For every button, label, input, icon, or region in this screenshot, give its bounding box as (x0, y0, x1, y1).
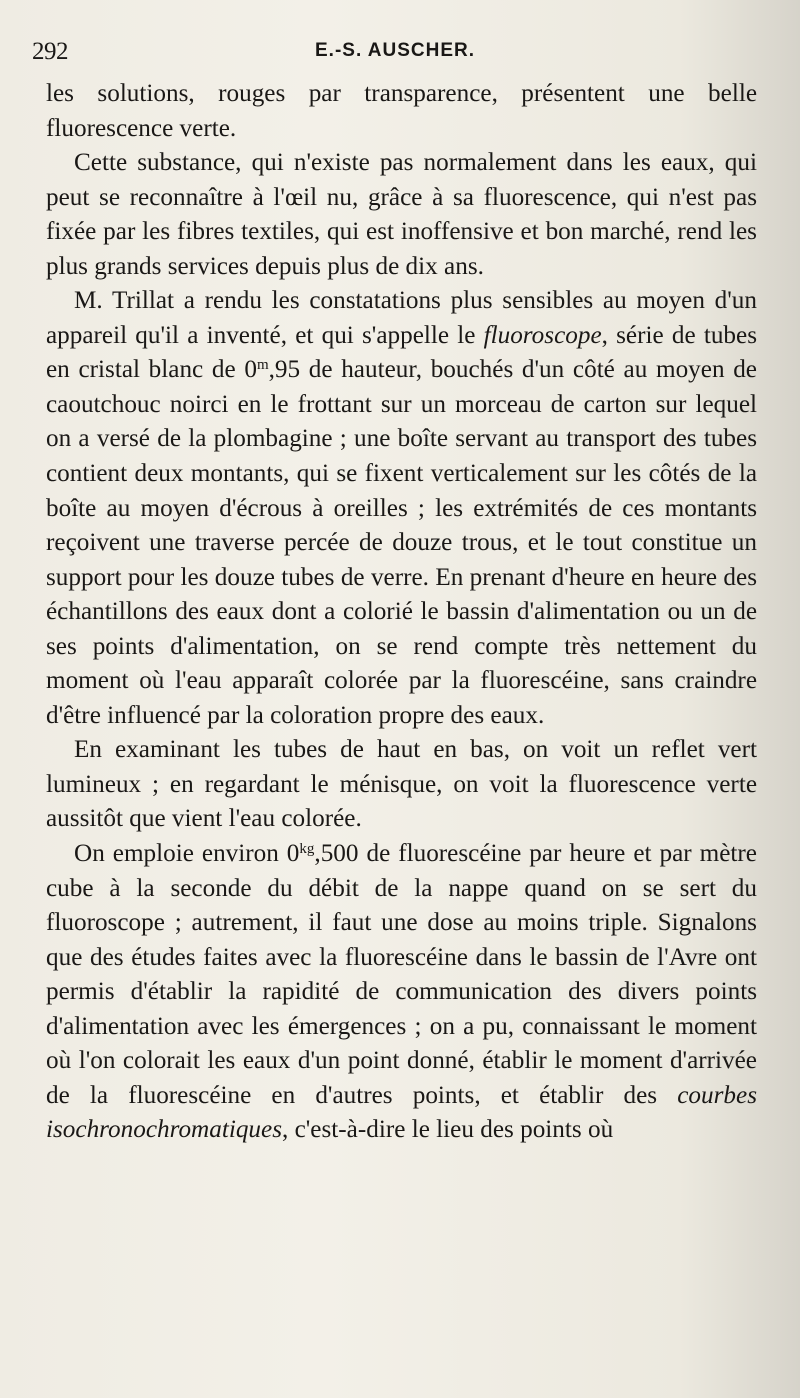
unit-metre-superscript: m (256, 357, 269, 374)
page-body (46, 77, 757, 1148)
page-number: 292 (32, 38, 68, 65)
running-head: E.-S. AUSCHER. (315, 40, 476, 61)
paragraph-5-part-c: , c'est-à-dire le lieu des points où (282, 1116, 614, 1144)
paragraph-3-part-a: M. Trillat a rendu les constatations plus sensibles au moyen d'un appareil qu'il a inventé, et qui s'appelle le (46, 287, 757, 349)
page-header (32, 38, 760, 68)
paragraph-5-part-a: On emploie environ 0 (74, 840, 300, 868)
paragraph-2: Cette substance, qui n'existe pas normalement dans les eaux, qui peut se reconnaître à l'œil nu, grâce à sa fluorescence, qui n'est pas fixée par les fibres textiles, qui est inoffensive et bon marché, rend les plus grands services depuis plus de dix ans. (46, 149, 757, 280)
paragraph-3-part-b: , série de tubes en cristal blanc de 0 (46, 321, 757, 384)
unit-kg-superscript: kg (299, 841, 315, 858)
paragraph-5 (46, 837, 757, 1148)
paragraph-3 (46, 284, 757, 733)
paragraph-1: les solutions, rouges par transparence, présentent une belle fluorescence verte. (46, 80, 757, 142)
paragraph-5-part-b: ,500 de fluorescéine par heure et par mètre cube à la seconde du débit de la nappe quand on se sert du fluoroscope ; autrement, il faut une dose au moins triple. Signalons que des études faites avec la fluorescéine dans le bassin de l'Avre ont permis d'établir la rapidité de communication des divers points d'alimentation avec les émergences ; on a pu, connaissant le moment où l'on colorait les eaux d'un point donné, établir le moment d'arrivée de la fluorescéine en d'autres points, et établir des (46, 840, 757, 1109)
paragraph-4: En examinant les tubes de haut en bas, on voit un reflet vert lumineux ; en regardant le ménisque, on voit la fluorescence verte aussitôt que vient l'eau colorée. (46, 736, 757, 833)
paragraph-3-part-c: ,95 de hauteur, bouchés d'un côté au moyen de caoutchouc noirci en le frottant sur un morceau de carton sur lequel on a versé de la plombagine ; une boîte servant au transport des tubes contient deux montants, qui se fixent verticalement sur les côtés de la boîte au moyen d'écrous à oreilles ; les extrémités de ces montants reçoivent une traverse percée de douze trous, et le tout constitue un support pour les douze tubes de verre. En prenant d'heure en heure des échantillons des eaux dont a colorié le bassin d'alimentation ou un de ses points d'alimentation, on se rend compte très nettement du moment où l'eau apparaît colorée par la fluorescéine, sans craindre d'être influencé par la coloration propre des eaux. (46, 356, 757, 729)
term-courbes-isochronochromatiques: courbes isochronochromatiques (46, 1081, 757, 1144)
term-fluoroscope: fluoroscope (483, 321, 602, 349)
